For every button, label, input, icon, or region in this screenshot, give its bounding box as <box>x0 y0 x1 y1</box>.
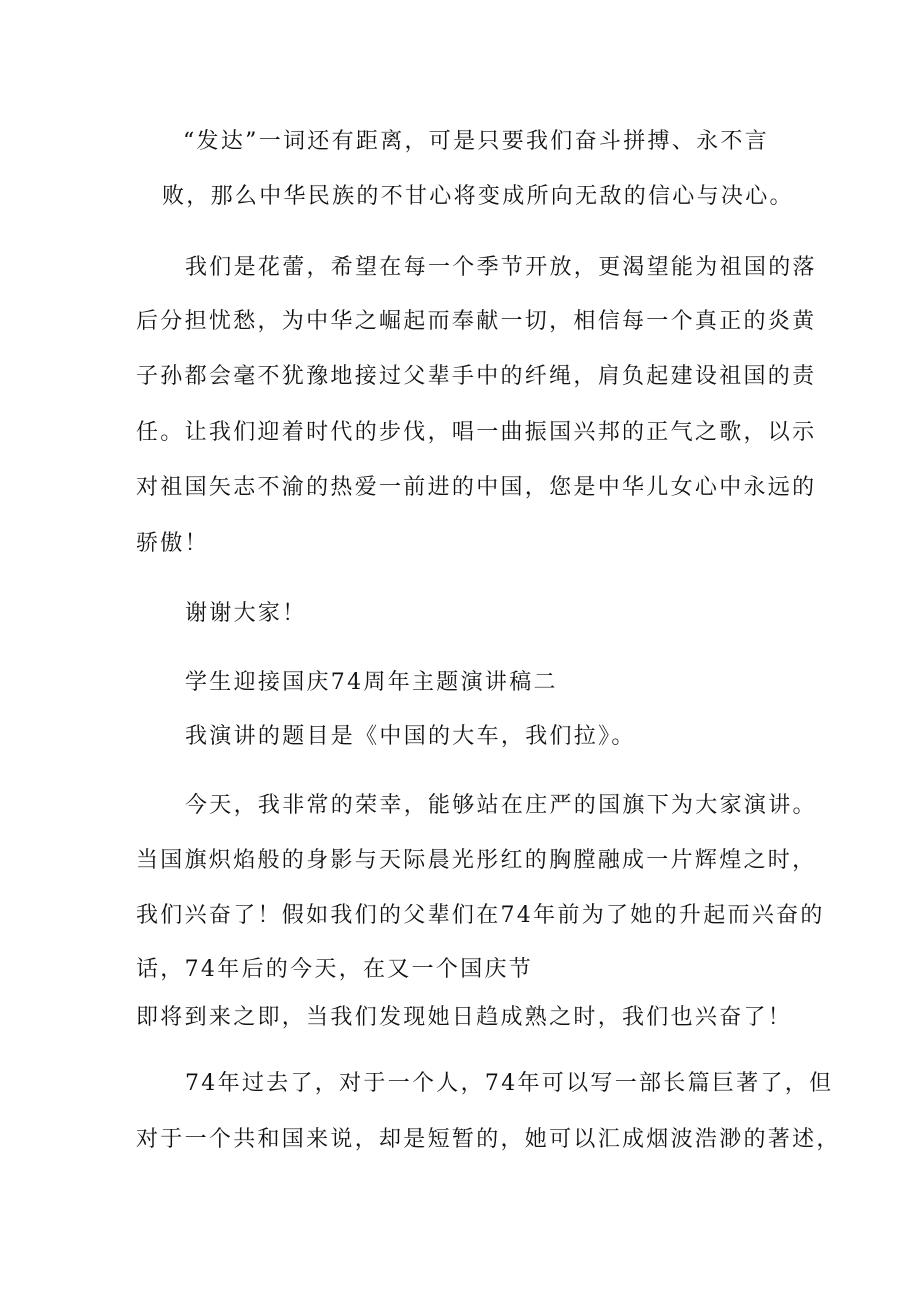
body-text-line: 我们是花蕾，希望在每一个季节开放，更渴望能为祖国的落 <box>185 255 817 280</box>
closing-line: 谢谢大家！ <box>185 601 307 626</box>
section-title: 学生迎接国庆74周年主题演讲稿二 <box>185 670 558 695</box>
body-text-line: 子孙都会毫不犹豫地接过父辈手中的纤绳，肩负起建设祖国的责 <box>136 364 817 389</box>
body-text-line: 对于一个共和国来说，却是短暂的，她可以汇成烟波浩渺的著述， <box>136 1127 841 1152</box>
body-text-line: 对祖国矢志不渝的热爱一前进的中国，您是中华儿女心中永远的 <box>136 475 817 500</box>
body-text-line: 当国旗炽焰般的身影与天际晨光彤红的胸膛融成一片辉煌之时， <box>136 848 817 873</box>
speech-topic-line: 我演讲的题目是《中国的大车，我们拉》。 <box>185 724 636 749</box>
body-text-line: 即将到来之即，当我们发现她日趋成熟之时，我们也兴奋了！ <box>136 1005 793 1030</box>
body-text-line: 我们兴奋了！假如我们的父辈们在74年前为了她的升起而兴奋的 <box>136 903 825 928</box>
body-text-line: 后分担忧愁，为中华之崛起而奉献一切，相信每一个真正的炎黄 <box>136 309 817 334</box>
body-text-line: 74年过去了，对于一个人，74年可以写一部长篇巨著了，但 <box>185 1071 834 1096</box>
body-text-line: “发达”一词还有距离，可是只要我们奋斗拼搏、永不言 <box>183 129 769 154</box>
body-text-line: 任。让我们迎着时代的步伐，唱一曲振国兴邦的正气之歌，以示 <box>136 420 817 445</box>
body-text-line: 今天，我非常的荣幸，能够站在庄严的国旗下为大家演讲。 <box>185 793 817 818</box>
body-text-line: 骄傲！ <box>136 531 209 556</box>
body-text-line: 话，74年后的今天，在又一个国庆节 <box>136 957 534 982</box>
body-text-line: 败，那么中华民族的不甘心将变成所向无敌的信心与决心。 <box>162 184 794 209</box>
